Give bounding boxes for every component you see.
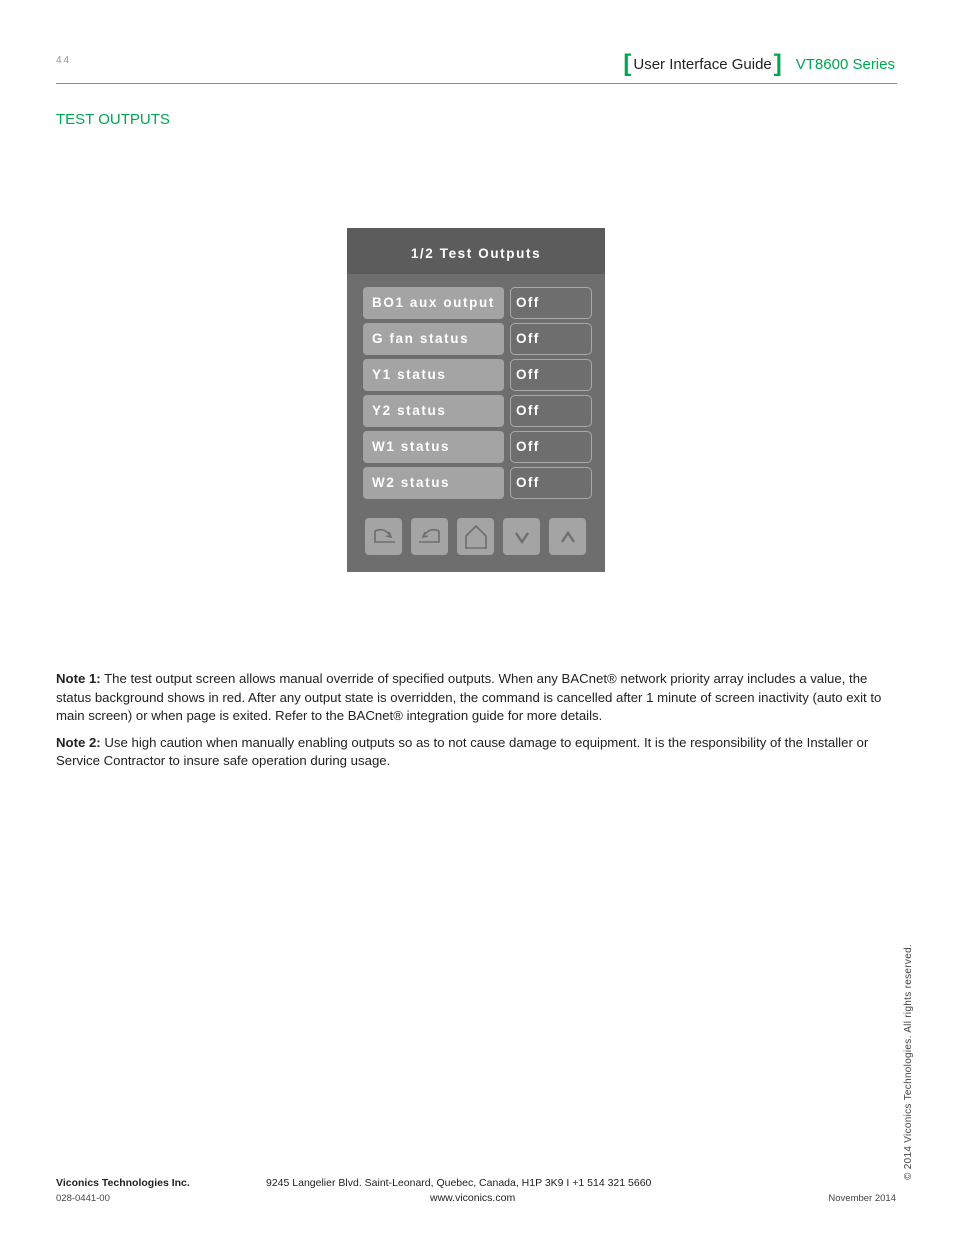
note-2 (56, 734, 896, 771)
footer-website-link[interactable]: www.viconics.com (430, 1192, 516, 1204)
note-label: Note 1: (56, 671, 101, 686)
note-1 (56, 670, 896, 726)
chevron-up-icon (553, 522, 583, 552)
output-value[interactable]: Off (510, 287, 592, 319)
footer-doc-number: 028-0441-00 (56, 1193, 110, 1204)
output-label[interactable]: BO1 aux output (363, 287, 504, 319)
back-icon (369, 522, 399, 552)
note-text: Use high caution when manually enabling outputs so as to not cause damage to equipment. It is the responsibility of the Installer or Service Contractor to insure safe operation during usage. (56, 734, 869, 768)
output-value[interactable]: Off (510, 323, 592, 355)
output-row-y1 (363, 359, 592, 391)
document-header (623, 52, 895, 76)
bracket-close: ] (773, 50, 782, 77)
output-row-y2 (363, 395, 592, 427)
forward-button[interactable] (411, 518, 448, 555)
series-name: VT8600 Series (795, 55, 895, 73)
note-text: The test output screen allows manual override of specified outputs. When any BACnet® network priority array includes a value, the status background shows in red. After any output state is overridden, the command is cancelled after 1 minute of screen inactivity (auto exit to main screen) or when page is exited. Refer to the BACnet® integration guide for more details. (56, 671, 882, 723)
guide-title: User Interface Guide (633, 55, 772, 73)
header-divider (56, 83, 897, 84)
output-list (363, 287, 592, 503)
output-label[interactable]: G fan status (363, 323, 504, 355)
footer-date: November 2014 (828, 1193, 896, 1204)
output-label[interactable]: Y1 status (363, 359, 504, 391)
output-label[interactable]: W1 status (363, 431, 504, 463)
screen-title: 1/2 Test Outputs (347, 228, 605, 274)
output-label[interactable]: W2 status (363, 467, 504, 499)
output-value[interactable]: Off (510, 467, 592, 499)
screen-nav-bar (365, 518, 595, 555)
output-value[interactable]: Off (510, 359, 592, 391)
output-label[interactable]: Y2 status (363, 395, 504, 427)
footer-company: Viconics Technologies Inc. (56, 1177, 190, 1189)
output-row-bo1 (363, 287, 592, 319)
page-number: 44 (56, 55, 72, 66)
output-row-g-fan (363, 323, 592, 355)
thermostat-screen (347, 228, 605, 572)
bracket-open: [ (623, 50, 632, 77)
output-row-w1 (363, 431, 592, 463)
output-row-w2 (363, 467, 592, 499)
footer-address: 9245 Langelier Blvd. Saint-Leonard, Quebec, Canada, H1P 3K9 I +1 514 321 5660 (266, 1177, 652, 1189)
notes-section (56, 670, 896, 779)
back-button[interactable] (365, 518, 402, 555)
home-icon (461, 522, 491, 552)
chevron-down-icon (507, 522, 537, 552)
home-button[interactable] (457, 518, 494, 555)
down-button[interactable] (503, 518, 540, 555)
output-value[interactable]: Off (510, 395, 592, 427)
up-button[interactable] (549, 518, 586, 555)
note-label: Note 2: (56, 734, 101, 750)
output-value[interactable]: Off (510, 431, 592, 463)
section-title: TEST OUTPUTS (56, 111, 170, 128)
forward-icon (415, 522, 445, 552)
copyright-notice: © 2014 Viconics Technologies. All rights reserved. (903, 943, 914, 1180)
